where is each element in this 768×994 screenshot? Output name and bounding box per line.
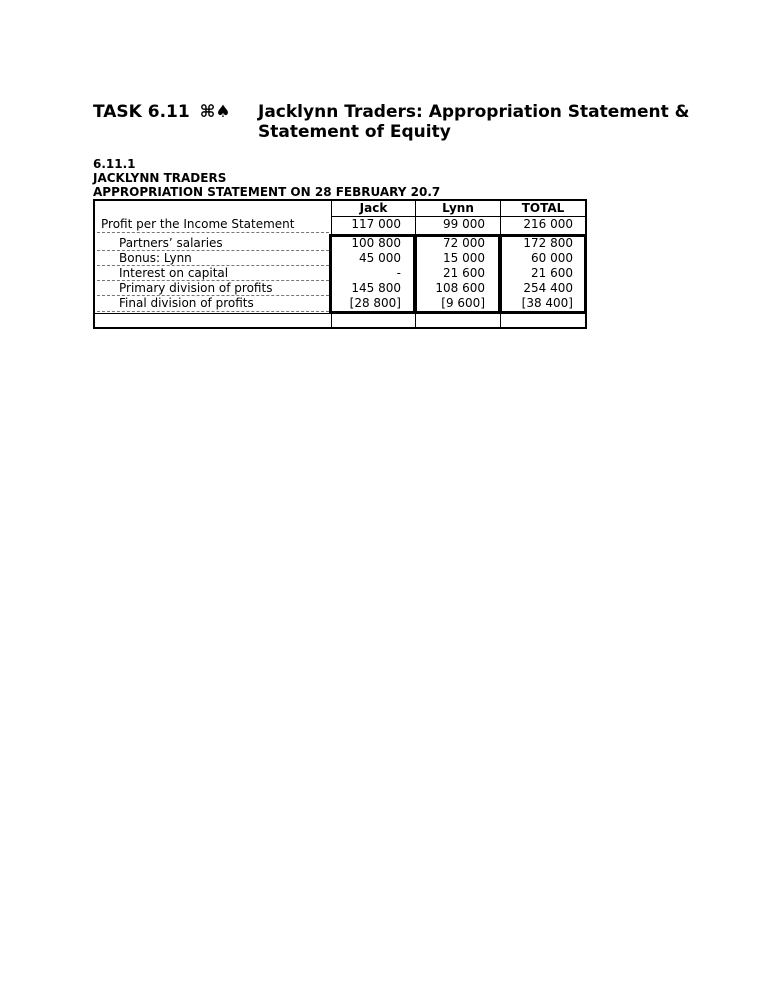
row-bonus-lynn: 15 000 <box>443 251 485 265</box>
task-label <box>93 102 231 122</box>
task-symbols-icon: ⌘♠ <box>199 102 231 122</box>
profit-lynn: 99 000 <box>443 217 485 231</box>
profit-total: 216 000 <box>523 217 573 231</box>
row-interest-jack: - <box>396 266 401 280</box>
row-interest-lynn: 21 600 <box>443 266 485 280</box>
column-header-total: TOTAL <box>521 201 565 215</box>
row-label-salaries: Partners’ salaries <box>119 236 223 250</box>
row-primary-jack: 145 800 <box>351 281 401 295</box>
task-title: Jacklynn Traders: Appropriation Statement & Statement of Equity <box>258 102 690 142</box>
row-interest-total: 21 600 <box>531 266 573 280</box>
section-number: 6.11.1 <box>93 157 136 171</box>
row-final-total: [38 400] <box>521 296 573 310</box>
statement-headings <box>93 157 440 199</box>
row-bonus-total: 60 000 <box>531 251 573 265</box>
row-label-final: Final division of profits <box>119 296 254 310</box>
row-bonus-jack: 45 000 <box>359 251 401 265</box>
row-label-interest: Interest on capital <box>119 266 229 280</box>
row-label-primary: Primary division of profits <box>119 281 273 295</box>
row-salaries-jack: 100 800 <box>351 236 401 250</box>
appropriation-table <box>93 199 587 329</box>
profit-row-label: Profit per the Income Statement <box>101 217 295 231</box>
row-final-jack: [28 800] <box>349 296 401 310</box>
column-header-lynn: Lynn <box>442 201 474 215</box>
row-salaries-lynn: 72 000 <box>443 236 485 250</box>
statement-title: APPROPRIATION STATEMENT ON 28 FEBRUARY 20.7 <box>93 185 441 199</box>
row-final-lynn: [9 600] <box>441 296 485 310</box>
row-salaries-total: 172 800 <box>523 236 573 250</box>
profit-jack: 117 000 <box>351 217 401 231</box>
row-label-bonus: Bonus: Lynn <box>119 251 192 265</box>
column-header-jack: Jack <box>359 201 388 215</box>
row-primary-total: 254 400 <box>523 281 573 295</box>
business-name: JACKLYNN TRADERS <box>93 171 227 185</box>
row-primary-lynn: 108 600 <box>435 281 485 295</box>
task-number: TASK 6.11 <box>93 102 190 122</box>
